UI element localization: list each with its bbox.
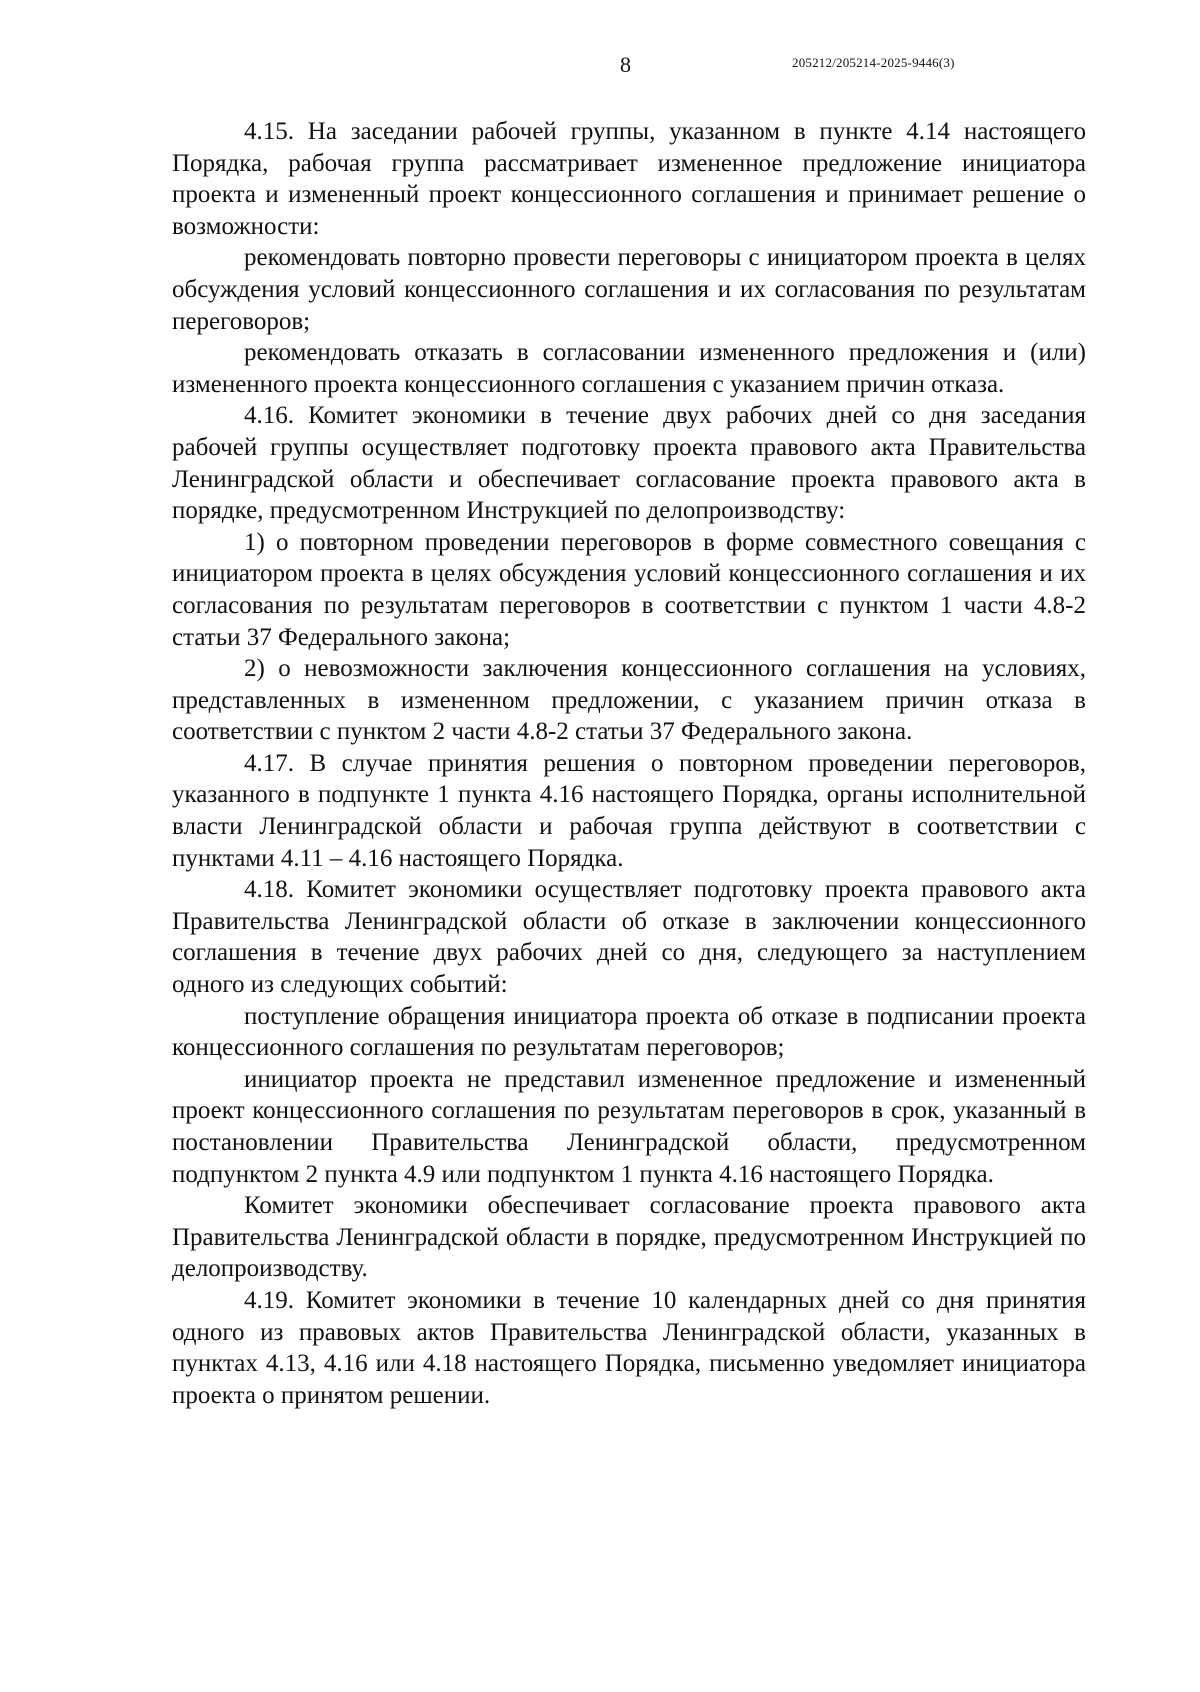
paragraph-4-15: 4.15. На заседании рабочей группы, указанном в пункте 4.14 настоящего Порядка, рабочая группа рассматривает измененное предложение инициатора проекта и измененный проект концессионного соглашения и принимает решение о возможности: (172, 118, 1086, 240)
paragraph-4-19: 4.19. Комитет экономики в течение 10 календарных дней со дня принятия одного из правовых актов Правительства Ленинградской области, указанных в пунктах 4.13, 4.16 или 4.18 настоящего Порядка, письменно уведомляет инициатора проекта о принятом решении. (172, 1286, 1086, 1409)
paragraph-4-16: 4.16. Комитет экономики в течение двух рабочих дней со дня заседания рабочей группы осуществляет подготовку проекта правового акта Правительства Ленинградской области и обеспечивает согласование проекта правового акта в порядке, предусмотренном Инструкцией по делопроизводству: (172, 402, 1086, 525)
paragraph-4-18-event-1: поступление обращения инициатора проекта об отказе в подписании проекта концессионного соглашения по результатам переговоров; (172, 1002, 1086, 1062)
paragraph-option-refuse: рекомендовать отказать в согласовании измененного предложения и (или) измененного проекта концессионного соглашения с указанием причин отказа. (172, 339, 1086, 398)
paragraph-option-repeat-negotiations: рекомендовать повторно провести переговоры с инициатором проекта в целях обсуждения условий концессионного соглашения и их согласования по результатам переговоров; (172, 244, 1086, 335)
page-number: 8 (620, 52, 631, 77)
document-body (172, 116, 1086, 1411)
paragraph-4-18-event-2: инициатор проекта не представил измененное предложение и измененный проект концессионного соглашения по результатам переговоров в срок, указанный в постановлении Правительства Ленинградской области, предусмотренном подпунктом 2 пункта 4.9 или подпунктом 1 пункта 4.16 настоящего Порядка. (172, 1065, 1086, 1188)
paragraph-4-16-item-2: 2) о невозможности заключения концессионного соглашения на условиях, представленных в измененном предложении, с указанием причин отказа в соответствии с пунктом 2 части 4.8-2 статьи 37 Федерального закона. (172, 655, 1086, 746)
document-id: 205212/205214-2025-9446(3) (792, 55, 955, 70)
paragraph-4-16-item-1: 1) о повторном проведении переговоров в форме совместного совещания с инициатором проекта в целях обсуждения условий концессионного соглашения и их согласования по результатам переговоров в соответствии с пунктом 1 части 4.8-2 статьи 37 Федерального закона; (172, 528, 1086, 651)
paragraph-4-18: 4.18. Комитет экономики осуществляет подготовку проекта правового акта Правительства Ленинградской области об отказе в заключении концессионного соглашения в течение двух рабочих дней со дня, следующего за наступлением одного из следующих событий: (172, 876, 1086, 999)
paragraph-4-17: 4.17. В случае принятия решения о повторном проведении переговоров, указанного в подпункте 1 пункта 4.16 настоящего Порядка, органы исполнительной власти Ленинградской области и рабочая группа действуют в соответствии с пунктами 4.11 – 4.16 настоящего Порядка. (172, 749, 1086, 872)
paragraph-4-18-approval: Комитет экономики обеспечивает согласование проекта правового акта Правительства Ленинградской области в порядке, предусмотренном Инструкцией по делопроизводству. (172, 1192, 1086, 1283)
